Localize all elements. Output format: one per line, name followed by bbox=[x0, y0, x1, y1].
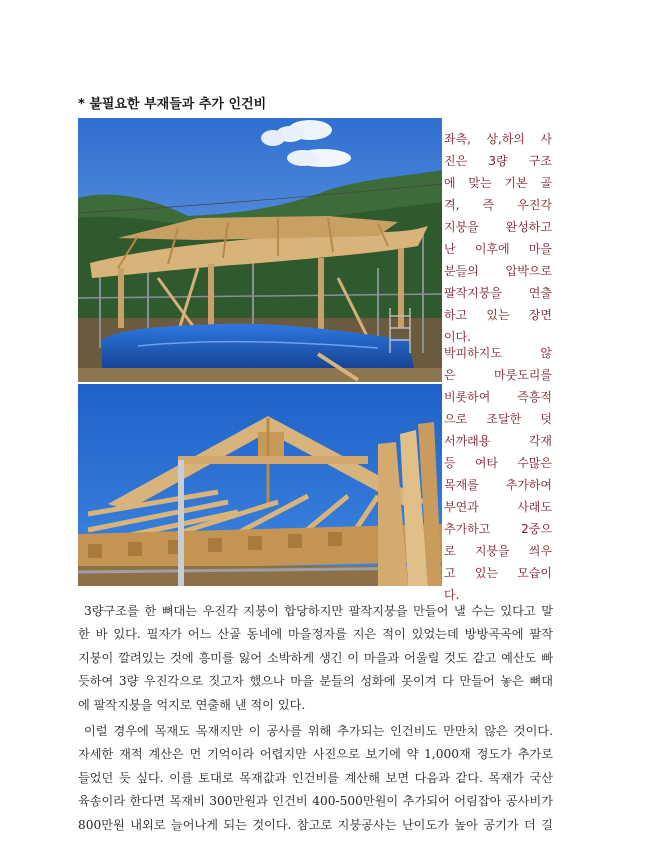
caption-line: 비롯하여 즉흥적 bbox=[444, 390, 552, 404]
caption-line: 에 맞는 기본 골 bbox=[444, 176, 552, 190]
paragraph-line: 지붕이 깔려있는 것에 흥미를 잃어 소박하게 생긴 이 마을과 어울릴 것도 같고 예산도 빠 bbox=[78, 650, 553, 665]
section-heading: * 불필요한 부재들과 추가 인건비 bbox=[78, 97, 267, 112]
caption-line: 좌측, 상,하의 사 bbox=[444, 132, 552, 146]
paragraph-line: 듯하여 3량 우진각으로 짓고자 했으나 마을 분들의 성화에 못이겨 다 만들어 놓은 뼈대 bbox=[78, 674, 553, 689]
caption-line: 서까래용 각재 bbox=[444, 434, 552, 448]
paragraph-line: 육송이라 한다면 목재비 300만원과 인건비 400-500만원이 추가되어 어림잡아 공사비가 bbox=[78, 794, 553, 809]
caption-line: 분들의 압박으로 bbox=[444, 264, 552, 278]
body-paragraph-second bbox=[78, 720, 553, 837]
caption-line: 진은 3량 구조 bbox=[444, 154, 552, 168]
caption-line: 부연과 사래도 bbox=[444, 500, 552, 514]
body-paragraph-first bbox=[78, 600, 553, 717]
paragraph-line: 에 팔작지붕을 억지로 연출해 낸 적이 있다. bbox=[78, 697, 306, 712]
paragraph-line: 800만원 내외로 늘어나게 되는 것이다. 참고로 지붕공사는 난이도가 높아 공기가 더 길 bbox=[78, 817, 553, 832]
caption-line: 목재를 추가하여 bbox=[444, 478, 552, 492]
caption-line: 으로 조달한 덧 bbox=[444, 412, 552, 426]
caption-line: 하고 있는 장면 bbox=[444, 308, 552, 322]
paragraph-line: 자세한 재적 계산은 먼 기억이라 어렵지만 사진으로 보기에 약 1,000재 정도가 추가로 bbox=[78, 747, 553, 762]
photo-roof-rafters-closeup bbox=[78, 384, 442, 586]
caption-line: 지붕을 완성하고 bbox=[444, 220, 552, 234]
paragraph-line: 들었던 듯 싶다. 이를 토대로 목재값과 인건비를 계산해 보면 다음과 같다. 목재가 국산 bbox=[78, 770, 553, 785]
caption-line: 이다. bbox=[444, 330, 471, 344]
caption-line: 추가하고 2중으 bbox=[444, 522, 552, 536]
caption-line: 은 마룻도리를 bbox=[444, 368, 552, 382]
paragraph-line: 이럴 경우에 목재도 목재지만 이 공사를 위해 추가되는 인건비도 만만치 않은 것이다. bbox=[84, 724, 553, 738]
caption-line: 고 있는 모습이 bbox=[444, 566, 552, 580]
caption-line: 난 이후에 마을 bbox=[444, 242, 552, 256]
caption-line: 로 지붕을 씌우 bbox=[444, 544, 552, 558]
photo-caption-second bbox=[444, 342, 552, 606]
paragraph-line: 3량구조를 한 뼈대는 우진각 지붕이 합당하지만 팔작지붕을 만들어 낼 수는 있다고 말 bbox=[84, 604, 553, 618]
caption-line: 다. bbox=[444, 588, 460, 602]
caption-line: 박피하지도 않 bbox=[444, 346, 552, 360]
photo-caption-first bbox=[444, 128, 552, 348]
caption-line: 팔작지붕을 연출 bbox=[444, 286, 552, 300]
caption-line: 격, 즉 우진각 bbox=[444, 198, 552, 212]
paragraph-line: 한 바 있다. 필자가 어느 산골 동네에 마을정자를 지은 적이 있었는데 방방곡곡에 팔작 bbox=[78, 627, 553, 642]
photo-roof-frame-overview bbox=[78, 118, 442, 382]
caption-line: 등 여타 수많은 bbox=[444, 456, 552, 470]
